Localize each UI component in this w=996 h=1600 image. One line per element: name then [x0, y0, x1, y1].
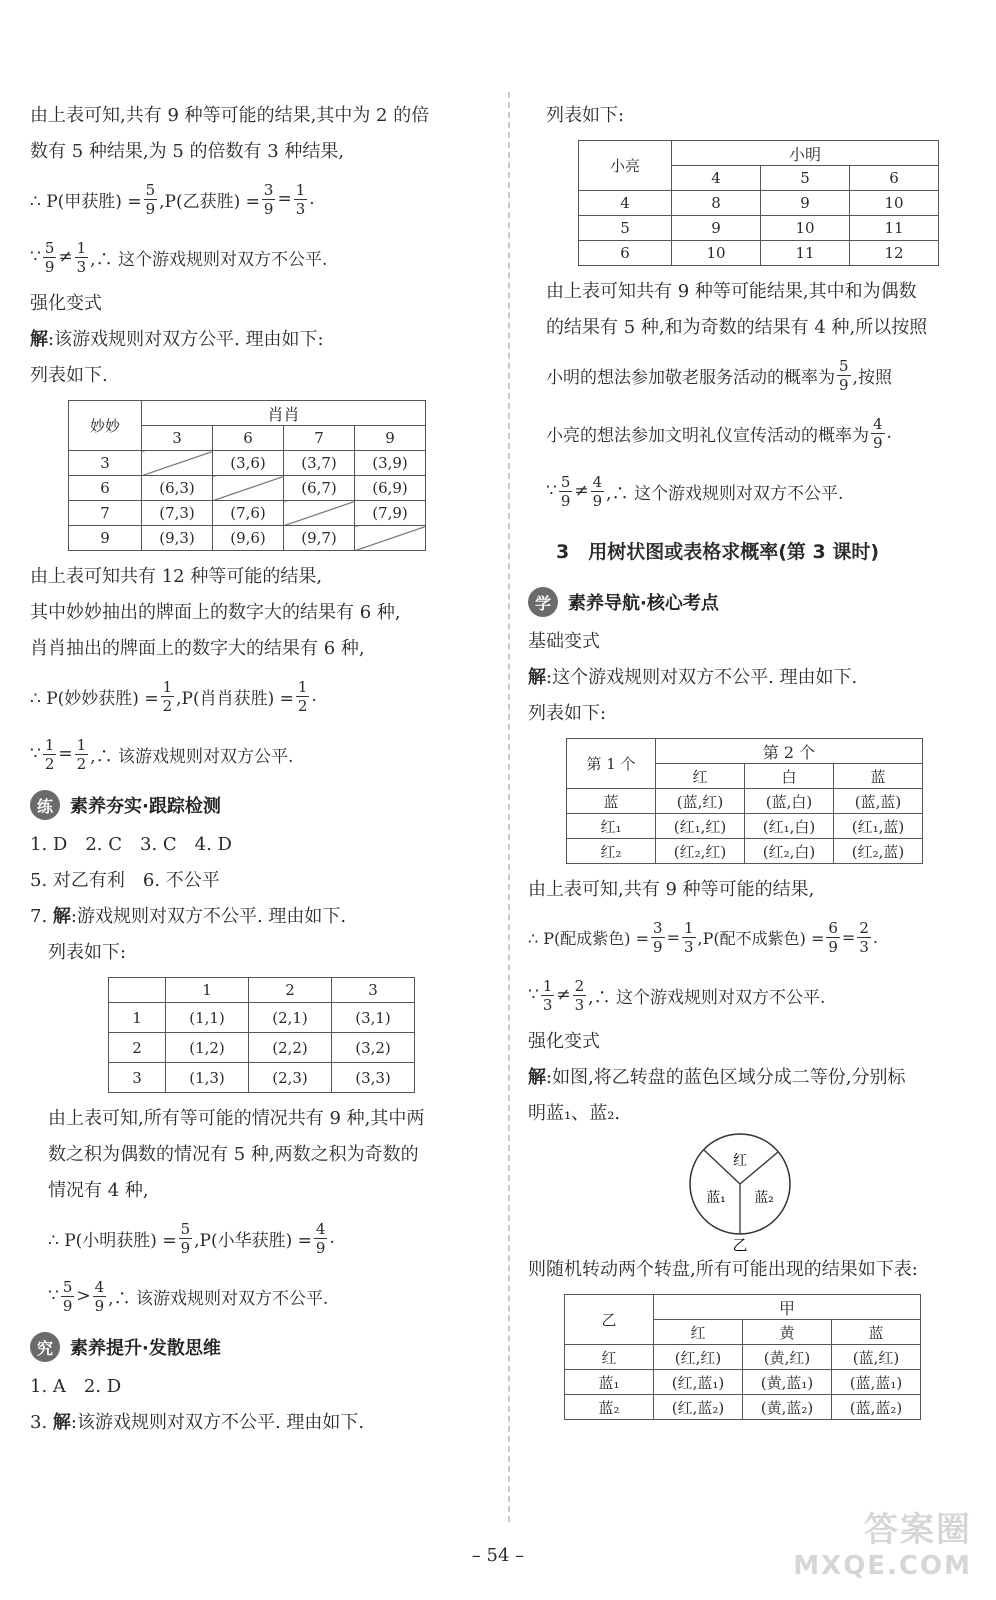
fraction: $\frac{4}{9}$ [873, 414, 883, 452]
equation-text: = [666, 927, 680, 947]
equation-text: ∴ P(小明获胜) = [48, 1230, 177, 1251]
row-header: 9 [69, 526, 142, 551]
row-header: 蓝₁ [565, 1370, 654, 1395]
fraction: $\frac{5}{9}$ [44, 238, 55, 276]
table-cell: (3,6) [213, 451, 284, 476]
equation-text: . [329, 1228, 335, 1248]
table-cell: (6,9) [355, 476, 426, 501]
equation-text: = [841, 927, 856, 947]
col-header: 5 [761, 166, 850, 191]
equation-text: ,P(乙获胜) = [159, 191, 260, 212]
row-header: 蓝 [567, 789, 656, 814]
watermark-text: 答案圈 [864, 1510, 972, 1550]
table-row [69, 451, 426, 476]
table-row [579, 191, 939, 216]
table-cell: (蓝,蓝) [834, 789, 923, 814]
fraction: $\frac{5}{9}$ [180, 1219, 191, 1257]
row-header: 1 [109, 1003, 166, 1033]
fraction: $\frac{5}{9}$ [62, 1277, 73, 1315]
fraction: $\frac{3}{9}$ [263, 180, 274, 218]
col-header: 红 [654, 1320, 743, 1345]
row-header: 5 [579, 216, 672, 241]
row-header: 蓝₂ [565, 1395, 654, 1420]
row-header: 3 [69, 451, 142, 476]
table-cell: (红₁,白) [745, 814, 834, 839]
fraction: $\frac{2}{3}$ [574, 976, 585, 1014]
table-colors [566, 738, 923, 864]
text-line: 数之积为偶数的情况有 5 种,两数之积为奇数的 [48, 1144, 419, 1165]
fraction: $\frac{1}{3}$ [542, 976, 553, 1014]
table-cell [284, 501, 355, 526]
col-header: 3 [332, 978, 415, 1003]
spinner-label-blue2: 蓝₂ [754, 1190, 774, 1206]
table-corner [109, 978, 166, 1003]
equation-text: . [309, 189, 315, 209]
watermark-url: MXQE.COM [793, 1551, 972, 1581]
row-header: 6 [69, 476, 142, 501]
left-column [30, 98, 480, 1441]
spinner-caption: 乙 [732, 1236, 748, 1252]
section-badge-icon: 练 [30, 790, 60, 820]
equation-text: ≠ [556, 985, 571, 1005]
table-cell: (黄,红) [743, 1345, 832, 1370]
table-row [565, 1370, 921, 1395]
equation-text: ∵ [48, 1286, 59, 1306]
page-number: – 54 – [471, 1545, 525, 1566]
equation-text: ,P(小华获胜) = [194, 1230, 312, 1251]
equation-text: ,∴ 该游戏规则对双方公平. [90, 746, 294, 767]
fraction: $\frac{5}{9}$ [145, 180, 156, 218]
equation-line [528, 966, 978, 1024]
fraction: $\frac{3}{9}$ [653, 918, 663, 956]
equation-line [30, 170, 480, 228]
table-cell: 8 [672, 191, 761, 216]
fraction: $\frac{1}{2}$ [162, 677, 173, 715]
subheading: 强化变式 [30, 293, 102, 314]
table-cell: (3,7) [284, 451, 355, 476]
col-header: 黄 [743, 1320, 832, 1345]
equation-text: ≠ [58, 247, 73, 267]
section-header-practice [30, 783, 480, 827]
table-corner: 第 1 个 [567, 739, 656, 789]
equation-text: 小明的想法参加敬老服务活动的概率为 [546, 367, 835, 388]
equation-text: ,按照 [852, 367, 892, 388]
equation-text: = [277, 189, 292, 209]
solution-label: 解 [52, 1412, 71, 1433]
row-header: 6 [579, 241, 672, 266]
text-line: 其中妙妙抽出的牌面上的数字大的结果有 6 种, [30, 602, 401, 623]
equation-text: ,P(配不成紫色) = [697, 928, 825, 948]
table-row [69, 526, 426, 551]
table-cell: (红₁,蓝) [834, 814, 923, 839]
section-title: 素养提升·发散思维 [70, 1338, 221, 1359]
right-column [528, 98, 978, 1428]
table-row [565, 1395, 921, 1420]
equation-text: . [311, 686, 317, 706]
table-cell: (黄,蓝₂) [743, 1395, 832, 1420]
table-cell: 9 [761, 191, 850, 216]
col-header: 3 [142, 426, 213, 451]
col-header: 2 [249, 978, 332, 1003]
table-cell: 11 [850, 216, 939, 241]
equation-text: ≠ [574, 481, 589, 501]
table-cell: (1,3) [166, 1063, 249, 1093]
equation-text: . [872, 927, 878, 947]
solution-text: :游戏规则对双方不公平. 理由如下. [70, 906, 347, 927]
row-header: 7 [69, 501, 142, 526]
row-header: 3 [109, 1063, 166, 1093]
section-badge-icon: 学 [528, 587, 558, 617]
table-cell: (蓝,白) [745, 789, 834, 814]
table-cell [142, 451, 213, 476]
solution-label: 解 [52, 906, 71, 927]
equation-line [528, 908, 978, 966]
watermark [793, 1502, 972, 1581]
row-header: 4 [579, 191, 672, 216]
table-header: 小明 [672, 141, 939, 166]
table-cell: (蓝,红) [832, 1345, 921, 1370]
text-line: 由上表可知共有 12 种等可能的结果, [30, 566, 323, 587]
table-row [109, 1063, 415, 1093]
fraction: $\frac{1}{3}$ [76, 238, 87, 276]
table-corner: 乙 [565, 1295, 654, 1345]
table-cell [355, 526, 426, 551]
equation-text: ,∴ 这个游戏规则对双方不公平. [90, 249, 328, 270]
table-cell [213, 476, 284, 501]
solution-text: :这个游戏规则对双方不公平. 理由如下. [546, 667, 858, 688]
section-header-learn [528, 580, 978, 624]
table-cell: (蓝,红) [656, 789, 745, 814]
text-line [528, 1060, 978, 1096]
text-line: 肖肖抽出的牌面上的数字大的结果有 6 种, [30, 638, 365, 659]
table-cell: (2,2) [249, 1033, 332, 1063]
equation-line [30, 667, 480, 725]
text-line: 列表如下: [48, 942, 127, 963]
solution-label: 解 [528, 667, 546, 688]
table-cell: (7,9) [355, 501, 426, 526]
table-cell: 10 [761, 216, 850, 241]
fraction: $\frac{1}{2}$ [297, 677, 308, 715]
text-line: 由上表可知共有 9 种等可能结果,其中和为偶数 [546, 281, 917, 302]
answer-line: 5. 对乙有利 6. 不公平 [30, 870, 220, 891]
table-cell: (3,9) [355, 451, 426, 476]
question-number: 7. [30, 906, 53, 927]
equation-text: ,P(肖肖获胜) = [176, 688, 294, 709]
table-cell: 12 [850, 241, 939, 266]
fraction: $\frac{4}{9}$ [592, 472, 603, 510]
table-row [579, 241, 939, 266]
table-cell: (3,1) [332, 1003, 415, 1033]
text-line [528, 660, 978, 696]
equation-text: ∴ P(甲获胜) = [30, 191, 142, 212]
equation-text: ,∴ 这个游戏规则对双方不公平. [588, 987, 826, 1008]
answer-line [30, 899, 480, 935]
row-header: 2 [109, 1033, 166, 1063]
equation-line [30, 725, 480, 783]
table-cell: (红,蓝₁) [654, 1370, 743, 1395]
table-cell: (9,3) [142, 526, 213, 551]
table-cell: (9,7) [284, 526, 355, 551]
answer-line [30, 1405, 480, 1441]
fraction: $\frac{4}{9}$ [315, 1219, 326, 1257]
solution-text: :如图,将乙转盘的蓝色区域分成二等份,分别标 [546, 1067, 906, 1088]
table-row [567, 839, 923, 864]
table-miaomiao-xiaoxiao [68, 400, 426, 551]
text-line: 明蓝₁、蓝₂. [528, 1103, 621, 1124]
equation-line [528, 346, 978, 404]
text-line: 由上表可知,所有等可能的情况共有 9 种,其中两 [48, 1108, 425, 1129]
solution-label: 解 [528, 1067, 546, 1088]
text-line: 则随机转动两个转盘,所有可能出现的结果如下表: [528, 1259, 918, 1280]
fraction: $\frac{5}{9}$ [560, 472, 571, 510]
spinner-figure [528, 1132, 978, 1252]
table-cell: (红₂,蓝) [834, 839, 923, 864]
col-header: 7 [284, 426, 355, 451]
section-badge-icon: 究 [30, 1332, 60, 1362]
equation-text: ,∴ 该游戏规则对双方不公平. [108, 1288, 329, 1309]
column-divider [508, 92, 510, 1522]
equation-text: . [886, 423, 892, 443]
equation-line [528, 462, 978, 520]
table-cell: 9 [672, 216, 761, 241]
table-cell: (3,3) [332, 1063, 415, 1093]
table-corner: 小亮 [579, 141, 672, 191]
text-line: 情况有 4 种, [48, 1180, 149, 1201]
answer-line: 1. D 2. C 3. C 4. D [30, 834, 232, 855]
col-header: 蓝 [834, 764, 923, 789]
table-row [567, 814, 923, 839]
equation-line [528, 404, 978, 462]
equation-text: ∵ [30, 247, 41, 267]
col-header: 6 [213, 426, 284, 451]
table-cell: (蓝,蓝₁) [832, 1370, 921, 1395]
fraction: $\frac{5}{9}$ [839, 356, 849, 394]
equation-text: ,∴ 这个游戏规则对双方不公平. [606, 483, 844, 504]
table-cell: (1,2) [166, 1033, 249, 1063]
table-cell: (6,3) [142, 476, 213, 501]
table-spinners [564, 1294, 921, 1420]
table-cell: (红₁,红) [656, 814, 745, 839]
solution-label: 解 [30, 329, 48, 350]
table-row [109, 1033, 415, 1063]
text-line: 列表如下: [528, 703, 607, 724]
table-cell: (2,1) [249, 1003, 332, 1033]
equation-text: > [76, 1286, 91, 1306]
equation-line [30, 1267, 480, 1325]
question-number: 3. [30, 1412, 53, 1433]
table-corner: 妙妙 [69, 401, 142, 451]
equation-text: 小亮的想法参加文明礼仪宣传活动的概率为 [546, 425, 869, 446]
table-header: 肖肖 [142, 401, 426, 426]
col-header: 9 [355, 426, 426, 451]
equation-text: ∵ [546, 481, 557, 501]
table-product [108, 977, 415, 1093]
table-cell: (红,蓝₂) [654, 1395, 743, 1420]
table-row [69, 501, 426, 526]
fraction: $\frac{6}{9}$ [828, 918, 838, 956]
table-row [565, 1345, 921, 1370]
equation-text: ∴ P(妙妙获胜) = [30, 688, 159, 709]
table-row [579, 216, 939, 241]
spinner-diagram [528, 1132, 978, 1252]
text-line: 列表如下. [30, 365, 108, 386]
fraction: $\frac{2}{3}$ [859, 918, 869, 956]
fraction: $\frac{1}{2}$ [76, 735, 87, 773]
solution-text: :该游戏规则对双方不公平. 理由如下. [70, 1412, 365, 1433]
col-header: 4 [672, 166, 761, 191]
col-header: 红 [656, 764, 745, 789]
table-row [109, 1003, 415, 1033]
section-title: 素养导航·核心考点 [568, 593, 719, 614]
equation-line [30, 1209, 480, 1267]
spinner-label-red: 红 [733, 1153, 747, 1169]
equation-text: = [58, 744, 73, 764]
table-cell: (2,3) [249, 1063, 332, 1093]
table-cell: (蓝,蓝₂) [832, 1395, 921, 1420]
table-cell: (1,1) [166, 1003, 249, 1033]
subheading: 强化变式 [528, 1031, 600, 1052]
table-row [567, 789, 923, 814]
text-line: 列表如下: [546, 105, 625, 126]
fraction: $\frac{1}{3}$ [295, 180, 306, 218]
table-cell: 10 [672, 241, 761, 266]
solution-text: :该游戏规则对双方公平. 理由如下: [48, 329, 324, 350]
table-cell: 11 [761, 241, 850, 266]
table-header: 甲 [654, 1295, 921, 1320]
table-cell: (红,红) [654, 1345, 743, 1370]
text-line [30, 322, 480, 358]
table-row [69, 476, 426, 501]
col-header: 6 [850, 166, 939, 191]
text-line: 由上表可知,共有 9 种等可能的结果, [528, 879, 815, 900]
table-cell: (红₂,白) [745, 839, 834, 864]
col-header: 1 [166, 978, 249, 1003]
text-line: 数有 5 种结果,为 5 的倍数有 3 种结果, [30, 141, 345, 162]
equation-text: ∵ [528, 985, 539, 1005]
col-header: 白 [745, 764, 834, 789]
table-cell: (黄,蓝₁) [743, 1370, 832, 1395]
row-header: 红₂ [567, 839, 656, 864]
col-header: 蓝 [832, 1320, 921, 1345]
lesson-heading: 3 用树状图或表格求概率(第 3 课时) [556, 540, 880, 563]
answer-line: 1. A 2. D [30, 1376, 122, 1397]
fraction: $\frac{1}{3}$ [683, 918, 694, 956]
fraction: $\frac{4}{9}$ [94, 1277, 105, 1315]
section-title: 素养夯实·跟踪检测 [70, 796, 221, 817]
text-line: 的结果有 5 种,和为奇数的结果有 4 种,所以按照 [546, 317, 928, 338]
equation-line [30, 228, 480, 286]
fraction: $\frac{1}{2}$ [44, 735, 55, 773]
spinner-label-blue1: 蓝₁ [706, 1190, 726, 1206]
table-cell: (7,3) [142, 501, 213, 526]
table-sum [578, 140, 939, 266]
equation-text: ∵ [30, 744, 41, 764]
row-header: 红₁ [567, 814, 656, 839]
table-cell: (6,7) [284, 476, 355, 501]
row-header: 红 [565, 1345, 654, 1370]
table-cell: (红₂,红) [656, 839, 745, 864]
section-header-explore [30, 1325, 480, 1369]
table-cell: 10 [850, 191, 939, 216]
table-header: 第 2 个 [656, 739, 923, 764]
subheading: 基础变式 [528, 631, 600, 652]
text-line: 由上表可知,共有 9 种等可能的结果,其中为 2 的倍 [30, 105, 430, 126]
table-cell: (7,6) [213, 501, 284, 526]
equation-text: ∴ P(配成紫色) = [528, 928, 650, 948]
table-cell: (3,2) [332, 1033, 415, 1063]
table-cell: (9,6) [213, 526, 284, 551]
